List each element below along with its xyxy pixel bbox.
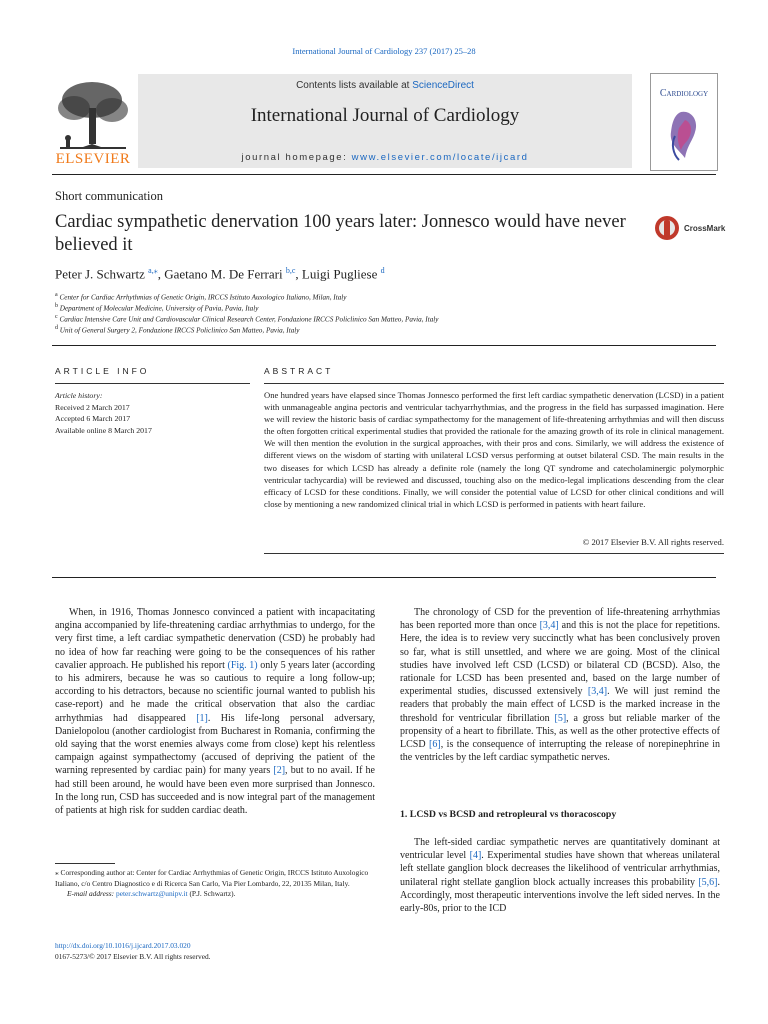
bottom-metadata (55, 941, 211, 962)
figure-link[interactable]: (Fig. 1) (227, 659, 258, 671)
affiliation-marker: c (55, 314, 58, 320)
abstract-heading: ABSTRACT (264, 366, 334, 376)
article-type: Short communication (55, 189, 163, 203)
affiliation-marker: b (55, 303, 58, 309)
text-run: , is the consequence of interrupting the release of norepinephrine in the ventricles by the left cardiac sympathetic nerves. (400, 739, 721, 764)
author-affiliation-marker[interactable]: b,c (285, 266, 296, 275)
citation-link[interactable]: [5] (554, 712, 567, 724)
homepage-link[interactable]: www.elsevier.com/locate/ijcard (351, 152, 529, 163)
article-info-heading: ARTICLE INFO (55, 366, 150, 376)
corresponding-footnote (55, 868, 379, 900)
email-link[interactable]: peter.schwartz@unipv.it (116, 889, 188, 898)
text-run: and this is not the place for repetitions. Here, the idea is to review very succinctly what has been conclusively proven so far, what is still unsettled, and where we are going. Most of the clinical studies have involved left CSD (LCSD) or bilateral CD (BCSD). Also, the rationale for LCSD has been presented and, based on the large number of experimental studies, discussed extensively (400, 620, 720, 698)
body-right-column (400, 606, 720, 764)
affiliation-marker: d (55, 325, 58, 331)
issn-line: 0167-5273/© 2017 Elsevier B.V. All rights reserved. (55, 951, 211, 961)
cover-title: Cardiology (659, 88, 709, 99)
affiliation-text: Department of Molecular Medicine, University of Pavia, Pavia, Italy (59, 304, 259, 313)
affiliation (55, 292, 346, 301)
text-run: , but to no avail. If he had still been around, he would have been even more surprised than Jonnesco. In the long run, CSD has succeeded and is now integral part of the management of patients at high risk for sudden cardiac death. (55, 765, 375, 817)
paragraph (400, 606, 720, 764)
body-start-rule (52, 577, 716, 578)
text-run: The left-sided cardiac sympathetic nerves are quantitatively dominant at ventricular level (400, 837, 720, 862)
history-received: Received 2 March 2017 (55, 402, 130, 412)
author-list (55, 266, 385, 282)
citation-link[interactable]: [2] (273, 765, 286, 777)
text-run: . Accordingly, most therapeutic interventions involve the left sided nerves. In the early-80s, prior to the ICD (400, 876, 720, 915)
affiliation-text: Unit of General Surgery 2, Fondazione IRCCS Policlinico San Matteo, Pavia, Italy (59, 326, 300, 335)
text-run: , a gross but reliable marker of the propensity of a heart to fibrillate. This, as well as the other protective effects of LCSD (400, 712, 720, 751)
doi-link[interactable]: http://dx.doi.org/10.1016/j.ijcard.2017.03.020 (55, 941, 191, 950)
body-left-column (55, 606, 375, 817)
author-name: , Gaetano M. De Ferrari (157, 266, 286, 282)
author-affiliation-marker[interactable]: d (380, 266, 385, 275)
text-run: only 5 years later (according to his admirers, because he was so cautious to require a long follow-up; according to his detractors, because no scientific journal wanted to publish his case-report) and he made the critical observation that also the cardiac arrhythmias had disappeared (55, 659, 375, 724)
sciencedirect-link[interactable]: ScienceDirect (412, 80, 474, 91)
journal-title: International Journal of Cardiology (250, 105, 520, 126)
affiliation (55, 325, 299, 334)
article-history (55, 390, 152, 436)
corresponding-author: ⁎ Corresponding author at: Center for Cardiac Arrhythmias of Genetic Origin, IRCCS Istituto Auxologico Italiano, c/o Centro Diagnostico e di Ricerca San Carlo, Via Pier Lombardo, 22, 20135 Milan, Italy. (55, 868, 369, 888)
citation-link[interactable]: [3,4] (587, 686, 608, 698)
paragraph (55, 606, 375, 817)
contents-line (138, 80, 632, 91)
crossmark-label: CrossMark (684, 224, 726, 233)
title-block-rule (52, 345, 716, 346)
header-rule (52, 174, 716, 175)
abstract-end-rule (264, 553, 724, 554)
text-run: . We will just remind the readers that probably the main effect of LCSD is the marked increase in the threshold for ventricular fibrillation (400, 686, 720, 724)
citation-link[interactable]: [4] (469, 850, 482, 862)
info-rule (55, 383, 250, 384)
abstract-copyright: © 2017 Elsevier B.V. All rights reserved. (582, 537, 724, 547)
crossmark-icon (654, 214, 680, 242)
history-accepted: Accepted 6 March 2017 (55, 414, 131, 423)
citation-link[interactable]: [6] (429, 739, 441, 751)
author-affiliation-marker[interactable]: a,⁎ (148, 266, 158, 275)
citation-link[interactable]: [5,6] (698, 876, 718, 888)
history-label: Article history: (55, 391, 103, 400)
elsevier-wordmark: ELSEVIER (55, 151, 131, 167)
abstract-rule (264, 383, 724, 384)
section-heading: 1. LCSD vs BCSD and retropleural vs thoracoscopy (400, 809, 617, 820)
homepage-prefix: journal homepage: (241, 152, 352, 163)
crossmark-badge[interactable] (654, 214, 724, 246)
email-suffix: (P.J. Schwartz). (187, 889, 236, 898)
journal-homepage (138, 152, 632, 163)
body-right-column-continued (400, 836, 720, 915)
text-run: The chronology of CSD for the prevention of life-threatening arrhythmias has been reported more than once (400, 607, 720, 632)
email-label: E-mail address: (67, 889, 116, 898)
email-line (55, 889, 379, 900)
running-head[interactable]: International Journal of Cardiology 237 (2017) 25–28 (292, 46, 476, 56)
affiliation-marker: a (55, 292, 58, 298)
contents-prefix: Contents lists available at (296, 80, 413, 91)
citation-link[interactable]: [3,4] (539, 620, 559, 632)
article-title: Cardiac sympathetic denervation 100 years later: Jonnesco would have never believed it (55, 212, 626, 255)
affiliation-text: Cardiac Intensive Care Unit and Cardiovascular Clinical Research Center, Fondazione IRCCS Policlinico San Matteo, Pavia, Italy (59, 315, 439, 324)
text-run: When, in 1916, Thomas Jonnesco convinced a patient with incapacitating angina accompanied by life-threatening cardiac arrhythmias to undergo, for the very first time, a left cardiac sympathetic denervation (CSD) he probably had no idea of how far reaching were going to be the consequences of his rather cavalier approach. He published his report (55, 607, 375, 671)
text-run: . His life-long personal adversary, Danielopolou (another cardiologist from Bucharest in Romania, confirming the old saying that the worst enemies always come from close) kept his relentless campaign against sympathectomy (accused of depriving the patient of the warning represented by cardiac pain) for many years (55, 712, 375, 777)
journal-cover-thumbnail[interactable] (650, 73, 718, 171)
footnote-rule (55, 863, 115, 864)
affiliation-text: Center for Cardiac Arrhythmias of Genetic Origin, IRCCS Istituto Auxologico Italiano, Milan, Italy (59, 293, 347, 302)
author-name: , Luigi Pugliese (295, 266, 381, 282)
affiliation (55, 303, 258, 312)
affiliation (55, 314, 438, 323)
abstract-text: One hundred years have elapsed since Thomas Jonnesco performed the first left cardiac sympathetic denervation (LCSD) in a patient with unmanageable angina pectoris and ventricular tachyarrhythmias, and the progress in the field has surpassed imagination. Here we will review the historic basis of cardiac sympathectomy for the management of life-threatening arrhythmias and will then discuss the often forgotten critical experimental studies that provided the rationale for the amazing growth of its role in clinical management. We will then mention the evolution in the surgical approaches, with their pros and cons. Similarly, we will address the existence of different views on the wisdom of starting with unilateral LCSD versus performing at outset bilateral CSD. The main results in the two diseases for which LCSD has already a definite role (namely the long QT syndrome and catecholaminergic polymorphic ventricular tachycardia) will be reviewed and discussed, touching also on the medico-legal implications descending from the clear efficacy of LCSD for these conditions. Finally, we will consider the potential value of LCSD for other clinical conditions and will close by mentioning a new randomized clinical trial in which LCSD is performed in patients with heart failure. (264, 390, 724, 509)
author-name: Peter J. Schwartz (55, 266, 149, 282)
history-online: Available online 8 March 2017 (55, 425, 152, 435)
cover-heart-image (661, 106, 707, 164)
paragraph (400, 836, 720, 915)
text-run: . Experimental studies have shown that whereas unilateral left stellate ganglion block decreases the likelihood of ventricular arrhythmias, unilateral right stellate ganglion block actually increases this probability (400, 850, 720, 888)
citation-link[interactable]: [1] (196, 712, 208, 724)
